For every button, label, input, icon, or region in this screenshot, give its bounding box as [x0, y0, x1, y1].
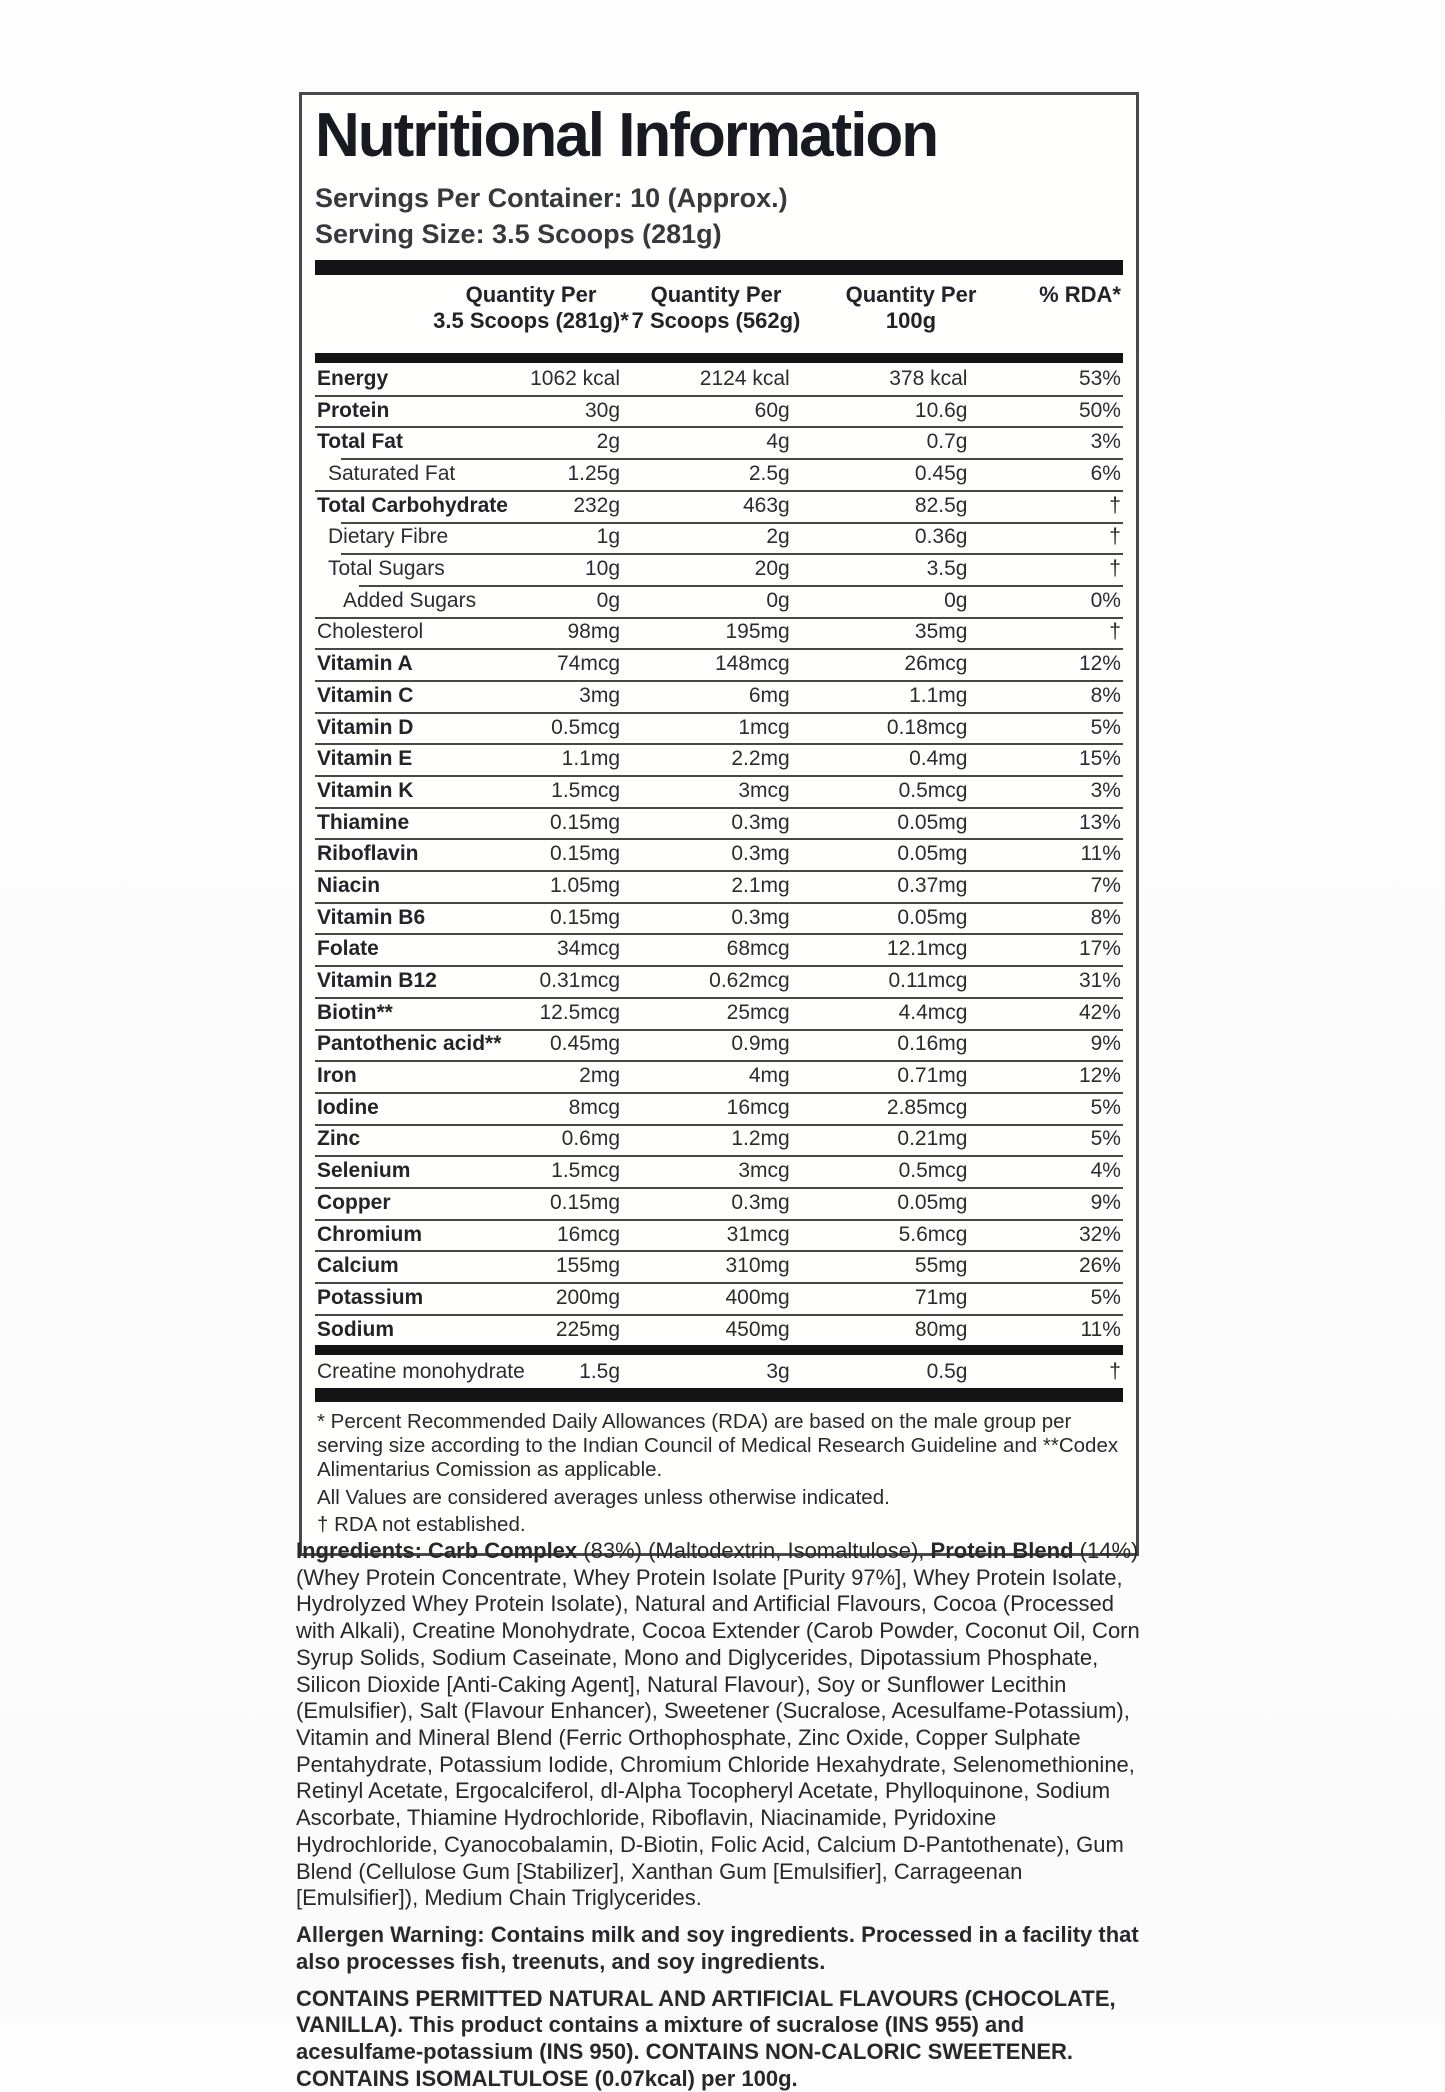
rda-percent: 3% — [969, 779, 1123, 803]
qty-per-double-serving: 4mg — [622, 1064, 792, 1088]
qty-per-serving: 200mg — [469, 1286, 623, 1310]
qty-per-double-serving: 60g — [622, 399, 792, 423]
rda-percent: † — [969, 525, 1123, 549]
table-row — [315, 1187, 1123, 1219]
ingredients-bold-text: Protein Blend — [931, 1538, 1080, 1563]
qty-per-double-serving: 16mcg — [622, 1096, 792, 1120]
rda-percent: 3% — [969, 430, 1123, 454]
table-row — [315, 743, 1123, 775]
qty-per-100g: 82.5g — [792, 494, 970, 518]
qty-per-100g: 0.21mg — [792, 1127, 970, 1151]
column-header-line: % RDA* — [1039, 282, 1121, 308]
table-row — [315, 1219, 1123, 1251]
table-row — [315, 553, 1123, 585]
rda-percent: 31% — [969, 969, 1123, 993]
qty-per-serving: 8mcg — [469, 1096, 623, 1120]
creatine-row-container — [315, 1355, 1123, 1388]
qty-per-100g: 5.6mcg — [792, 1223, 970, 1247]
nutrient-name: Vitamin C — [315, 684, 469, 708]
rda-percent: 7% — [969, 874, 1123, 898]
qty-per-serving: 1.5mcg — [469, 1159, 623, 1183]
rda-percent: 5% — [969, 1286, 1123, 1310]
ingredients-bold-text: Ingredients: Carb Complex — [296, 1538, 583, 1563]
nutrient-table-body — [315, 363, 1123, 1345]
rda-percent: 11% — [969, 842, 1123, 866]
qty-per-double-serving: 148mcg — [622, 652, 792, 676]
column-header-100g — [786, 282, 1036, 335]
qty-per-double-serving: 0g — [622, 589, 792, 613]
qty-per-100g: 378 kcal — [792, 367, 970, 391]
table-row — [315, 1029, 1123, 1061]
qty-per-serving: 0.15mg — [469, 1191, 623, 1215]
nutrient-name: Dietary Fibre — [315, 525, 469, 549]
nutrient-name: Vitamin B6 — [315, 906, 469, 930]
qty-per-double-serving: 1mcg — [622, 716, 792, 740]
qty-per-double-serving: 0.62mcg — [622, 969, 792, 993]
qty-per-serving: 16mcg — [469, 1223, 623, 1247]
qty-per-serving: 1.5g — [469, 1360, 623, 1384]
qty-per-double-serving: 0.3mg — [622, 811, 792, 835]
footnote-averages: All Values are considered averages unless otherwise indicated. — [317, 1486, 1121, 1510]
qty-per-double-serving: 2.2mg — [622, 747, 792, 771]
qty-per-100g: 0.7g — [792, 430, 970, 454]
qty-per-100g: 55mg — [792, 1254, 970, 1278]
qty-per-100g: 3.5g — [792, 557, 970, 581]
qty-per-serving: 0.6mg — [469, 1127, 623, 1151]
rda-percent: 8% — [969, 906, 1123, 930]
qty-per-double-serving: 20g — [622, 557, 792, 581]
divider-bar-top — [315, 260, 1123, 275]
table-row — [315, 997, 1123, 1029]
rda-percent: 13% — [969, 811, 1123, 835]
table-row — [315, 1282, 1123, 1314]
divider-bar-creatine-top — [315, 1345, 1123, 1355]
nutrient-name: Calcium — [315, 1254, 469, 1278]
label-title: Nutritional Information — [315, 105, 1123, 167]
nutrient-name: Niacin — [315, 874, 469, 898]
rda-percent: 32% — [969, 1223, 1123, 1247]
nutrient-name: Selenium — [315, 1159, 469, 1183]
qty-per-double-serving: 2124 kcal — [622, 367, 792, 391]
qty-per-double-serving: 463g — [622, 494, 792, 518]
nutrient-name: Vitamin B12 — [315, 969, 469, 993]
nutrient-name: Saturated Fat — [315, 462, 469, 486]
qty-per-serving: 0.31mcg — [469, 969, 623, 993]
table-row — [315, 712, 1123, 744]
qty-per-serving: 34mcg — [469, 937, 623, 961]
nutrient-name: Total Fat — [315, 430, 469, 454]
qty-per-serving: 0.5mcg — [469, 716, 623, 740]
nutrient-name: Iodine — [315, 1096, 469, 1120]
servings-per-container: Servings Per Container: 10 (Approx.) — [315, 183, 1123, 214]
nutrient-name: Sodium — [315, 1318, 469, 1342]
qty-per-serving: 30g — [469, 399, 623, 423]
qty-per-double-serving: 0.9mg — [622, 1032, 792, 1056]
qty-per-100g: 12.1mcg — [792, 937, 970, 961]
qty-per-double-serving: 3g — [622, 1360, 792, 1384]
qty-per-double-serving: 3mcg — [622, 779, 792, 803]
table-row — [315, 648, 1123, 680]
nutrient-name: Cholesterol — [315, 620, 469, 644]
qty-per-double-serving: 3mcg — [622, 1159, 792, 1183]
table-row — [315, 1355, 1123, 1388]
table-header — [315, 275, 1123, 353]
qty-per-100g: 35mg — [792, 620, 970, 644]
qty-per-serving: 232g — [469, 494, 623, 518]
rda-percent: 26% — [969, 1254, 1123, 1278]
table-row — [315, 395, 1123, 427]
footnotes — [315, 1402, 1123, 1543]
table-row — [315, 902, 1123, 934]
table-row — [315, 363, 1123, 395]
footnote-rda: * Percent Recommended Daily Allowances (RDA) are based on the male group per serving size according to the Indian Council of Medical Research Guideline and **Codex Alimentarius Comission as applicable. — [317, 1410, 1121, 1481]
allergen-warning: Allergen Warning: Contains milk and soy ingredients. Processed in a facility that also processes fish, treenuts, and soy ingredients. — [296, 1922, 1144, 1975]
qty-per-serving: 0.15mg — [469, 842, 623, 866]
qty-per-serving: 2mg — [469, 1064, 623, 1088]
ingredients-paragraph — [296, 1538, 1144, 1912]
nutrient-name: Chromium — [315, 1223, 469, 1247]
nutrient-name: Potassium — [315, 1286, 469, 1310]
table-row — [315, 426, 1123, 458]
table-row — [315, 1092, 1123, 1124]
qty-per-serving: 74mcg — [469, 652, 623, 676]
qty-per-100g: 0.05mg — [792, 906, 970, 930]
rda-percent: 53% — [969, 367, 1123, 391]
qty-per-double-serving: 0.3mg — [622, 842, 792, 866]
qty-per-double-serving: 2g — [622, 525, 792, 549]
nutrient-name: Protein — [315, 399, 469, 423]
table-row — [315, 775, 1123, 807]
qty-per-100g: 0g — [792, 589, 970, 613]
qty-per-serving: 155mg — [469, 1254, 623, 1278]
nutrient-name: Pantothenic acid** — [315, 1032, 469, 1056]
nutrient-name: Energy — [315, 367, 469, 391]
qty-per-double-serving: 2.1mg — [622, 874, 792, 898]
qty-per-serving: 10g — [469, 557, 623, 581]
rda-percent: 11% — [969, 1318, 1123, 1342]
rda-percent: † — [969, 494, 1123, 518]
qty-per-100g: 0.36g — [792, 525, 970, 549]
qty-per-double-serving: 400mg — [622, 1286, 792, 1310]
nutrient-name: Copper — [315, 1191, 469, 1215]
qty-per-double-serving: 4g — [622, 430, 792, 454]
qty-per-100g: 0.4mg — [792, 747, 970, 771]
table-row — [315, 1155, 1123, 1187]
qty-per-double-serving: 2.5g — [622, 462, 792, 486]
rda-percent: 42% — [969, 1001, 1123, 1025]
footnote-dagger: † RDA not established. — [317, 1513, 1121, 1537]
rda-percent: 4% — [969, 1159, 1123, 1183]
table-row — [315, 617, 1123, 649]
qty-per-100g: 0.11mcg — [792, 969, 970, 993]
table-row — [315, 1124, 1123, 1156]
table-row — [315, 490, 1123, 522]
nutrient-name: Zinc — [315, 1127, 469, 1151]
table-row — [315, 1314, 1123, 1346]
nutrient-name: Folate — [315, 937, 469, 961]
table-row — [315, 585, 1123, 617]
nutrient-name: Biotin** — [315, 1001, 469, 1025]
qty-per-100g: 26mcg — [792, 652, 970, 676]
nutrient-name: Vitamin D — [315, 716, 469, 740]
qty-per-100g: 0.71mg — [792, 1064, 970, 1088]
qty-per-100g: 71mg — [792, 1286, 970, 1310]
column-header-rda — [1039, 282, 1121, 308]
nutrient-name: Added Sugars — [315, 589, 469, 613]
nutrient-name: Creatine monohydrate — [315, 1360, 469, 1384]
qty-per-serving: 1.25g — [469, 462, 623, 486]
table-row — [315, 965, 1123, 997]
qty-per-100g: 0.05mg — [792, 811, 970, 835]
table-row — [315, 807, 1123, 839]
qty-per-serving: 3mg — [469, 684, 623, 708]
rda-percent: 6% — [969, 462, 1123, 486]
qty-per-serving: 0.45mg — [469, 1032, 623, 1056]
qty-per-double-serving: 0.3mg — [622, 906, 792, 930]
qty-per-double-serving: 6mg — [622, 684, 792, 708]
column-header-line: 7 Scoops (562g) — [591, 308, 841, 334]
qty-per-100g: 2.85mcg — [792, 1096, 970, 1120]
below-label-text — [296, 1538, 1144, 2092]
divider-bar-bottom — [315, 1388, 1123, 1402]
qty-per-double-serving: 68mcg — [622, 937, 792, 961]
qty-per-100g: 0.16mg — [792, 1032, 970, 1056]
table-row — [315, 933, 1123, 965]
rda-percent: 5% — [969, 716, 1123, 740]
rda-percent: 12% — [969, 652, 1123, 676]
qty-per-100g: 0.05mg — [792, 1191, 970, 1215]
column-header-line: Quantity Per — [406, 282, 656, 308]
qty-per-100g: 10.6g — [792, 399, 970, 423]
table-row — [315, 1060, 1123, 1092]
table-row — [315, 1250, 1123, 1282]
qty-per-100g: 1.1mg — [792, 684, 970, 708]
nutrient-name: Thiamine — [315, 811, 469, 835]
rda-percent: 5% — [969, 1096, 1123, 1120]
ingredients-text: (83%) (Maltodextrin, Isomaltulose), — [583, 1538, 930, 1563]
qty-per-serving: 0g — [469, 589, 623, 613]
qty-per-double-serving: 450mg — [622, 1318, 792, 1342]
qty-per-double-serving: 31mcg — [622, 1223, 792, 1247]
rda-percent: 5% — [969, 1127, 1123, 1151]
rda-percent: 8% — [969, 684, 1123, 708]
rda-percent: † — [969, 557, 1123, 581]
column-header-line: 100g — [786, 308, 1036, 334]
rda-percent: 9% — [969, 1191, 1123, 1215]
qty-per-100g: 80mg — [792, 1318, 970, 1342]
qty-per-100g: 0.45g — [792, 462, 970, 486]
nutrient-name: Vitamin E — [315, 747, 469, 771]
column-header-line: Quantity Per — [591, 282, 841, 308]
nutrient-name: Total Sugars — [315, 557, 469, 581]
qty-per-100g: 0.5g — [792, 1360, 970, 1384]
qty-per-100g: 0.5mcg — [792, 1159, 970, 1183]
rda-percent: 15% — [969, 747, 1123, 771]
rda-percent: † — [969, 620, 1123, 644]
nutrient-name: Riboflavin — [315, 842, 469, 866]
qty-per-double-serving: 0.3mg — [622, 1191, 792, 1215]
qty-per-serving: 1g — [469, 525, 623, 549]
rda-percent: 9% — [969, 1032, 1123, 1056]
qty-per-serving: 225mg — [469, 1318, 623, 1342]
contains-statement: CONTAINS PERMITTED NATURAL AND ARTIFICIAL FLAVOURS (CHOCOLATE, VANILLA). This product contains a mixture of sucralose (INS 955) and acesulfame-potassium (INS 950). CONTAINS NON-CALORIC SWEETENER. CONTAINS ISOMALTULOSE (0.07kcal) per 100g. — [296, 1986, 1144, 2092]
qty-per-double-serving: 1.2mg — [622, 1127, 792, 1151]
rda-percent: † — [969, 1360, 1123, 1384]
qty-per-double-serving: 25mcg — [622, 1001, 792, 1025]
rda-percent: 12% — [969, 1064, 1123, 1088]
qty-per-serving: 0.15mg — [469, 906, 623, 930]
qty-per-serving: 2g — [469, 430, 623, 454]
serving-size: Serving Size: 3.5 Scoops (281g) — [315, 219, 1123, 250]
qty-per-100g: 0.5mcg — [792, 779, 970, 803]
table-row — [315, 870, 1123, 902]
divider-bar-header — [315, 353, 1123, 363]
qty-per-serving: 1.05mg — [469, 874, 623, 898]
table-row — [315, 838, 1123, 870]
table-row — [315, 680, 1123, 712]
rda-percent: 50% — [969, 399, 1123, 423]
qty-per-100g: 0.37mg — [792, 874, 970, 898]
column-header-line: Quantity Per — [786, 282, 1036, 308]
table-row — [315, 522, 1123, 554]
column-header-line: 3.5 Scoops (281g)* — [406, 308, 656, 334]
rda-percent: 17% — [969, 937, 1123, 961]
ingredients-text: (14%) (Whey Protein Concentrate, Whey Protein Isolate [Purity 97%], Whey Protein Isolate, Hydrolyzed Whey Protein Isolate), Natural and Artificial Flavours, Cocoa (Processed with Alkali), Creatine Monohydrate, Cocoa Extender (Carob Powder, Coconut Oil, Corn Syrup Solids, Sodium Caseinate, Mono and Diglycerides, Dipotassium Phosphate, Silicon Dioxide [Anti-Caking Agent], Natural Flavour), Soy or Sunflower Lecithin (Emulsifier), Salt (Flavour Enhancer), Sweetener (Sucralose, Acesulfame-Potassium), Vitamin and Mineral Blend (Ferric Orthophosphate, Zinc Oxide, Copper Sulphate Pentahydrate, Potassium Iodide, Chromium Chloride Hexahydrate, Selenomethionine, Retinyl Acetate, Ergocalciferol, dl-Alpha Tocopheryl Acetate, Phylloquinone, Sodium Ascorbate, Thiamine Hydrochloride, Riboflavin, Niacinamide, Pyridoxine Hydrochloride, Cyanocobalamin, D-Biotin, Folic Acid, Calcium D-Pantothenate), Gum Blend (Cellulose Gum [Stabilizer], Xanthan Gum [Emulsifier], Carrageenan [Emulsifier]), Medium Chain Triglycerides. — [296, 1538, 1140, 1910]
qty-per-serving: 12.5mcg — [469, 1001, 623, 1025]
nutrient-name: Iron — [315, 1064, 469, 1088]
nutrient-name: Vitamin A — [315, 652, 469, 676]
qty-per-100g: 4.4mcg — [792, 1001, 970, 1025]
rda-percent: 0% — [969, 589, 1123, 613]
qty-per-100g: 0.18mcg — [792, 716, 970, 740]
qty-per-100g: 0.05mg — [792, 842, 970, 866]
qty-per-serving: 0.15mg — [469, 811, 623, 835]
qty-per-double-serving: 195mg — [622, 620, 792, 644]
nutrition-label-panel — [299, 92, 1139, 1556]
qty-per-serving: 1062 kcal — [469, 367, 623, 391]
qty-per-double-serving: 310mg — [622, 1254, 792, 1278]
qty-per-serving: 98mg — [469, 620, 623, 644]
qty-per-serving: 1.5mcg — [469, 779, 623, 803]
table-row — [315, 458, 1123, 490]
qty-per-serving: 1.1mg — [469, 747, 623, 771]
nutrient-name: Vitamin K — [315, 779, 469, 803]
nutrient-name: Total Carbohydrate — [315, 494, 469, 518]
